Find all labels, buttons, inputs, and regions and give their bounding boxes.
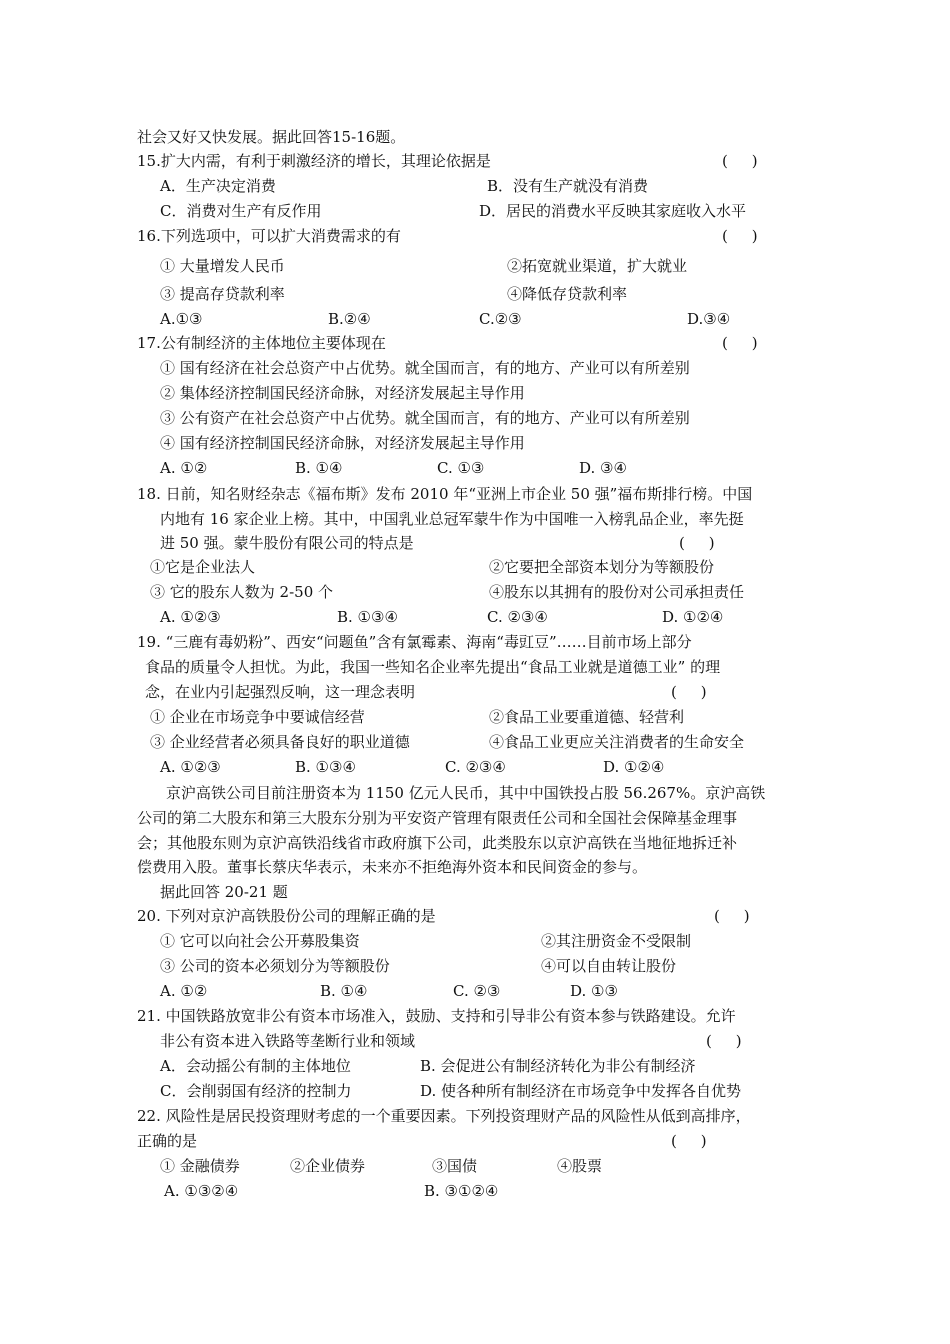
q17-statement-1: ① 国有经济在社会总资产中占优势。就全国而言，有的地方、产业可以有所差别	[160, 359, 690, 377]
q18-statement-2: ②它要把全部资本划分为等额股份	[489, 558, 715, 576]
q22-statement-1: ① 金融债券	[160, 1157, 240, 1175]
q18-option-b[interactable]: B. ①③④	[337, 608, 398, 626]
q18-statement-4: ④股东以其拥有的股份对公司承担责任	[489, 583, 745, 601]
passage-instruction: 据此回答 20-21 题	[160, 883, 288, 901]
q18-answer-bracket[interactable]: ( )	[679, 534, 715, 552]
q20-statement-2: ②其注册资金不受限制	[541, 932, 692, 950]
q15-option-c[interactable]: C．消费对生产有反作用	[160, 202, 322, 220]
q19-option-c[interactable]: C. ②③④	[445, 758, 506, 776]
q21-answer-bracket[interactable]: ( )	[706, 1032, 742, 1050]
q21-option-c[interactable]: C．会削弱国有经济的控制力	[160, 1082, 352, 1100]
q21-stem-line-2: 非公有资本进入铁路等垄断行业和领域	[160, 1032, 416, 1050]
q16-option-b[interactable]: B.②④	[328, 310, 371, 328]
q20-option-a[interactable]: A. ①②	[160, 982, 208, 1000]
q20-option-d[interactable]: D. ①③	[570, 982, 618, 1000]
q18-option-d[interactable]: D. ①②④	[662, 608, 724, 626]
q17-statement-2: ② 集体经济控制国民经济命脉，对经济发展起主导作用	[160, 384, 525, 402]
q20-answer-bracket[interactable]: ( )	[714, 907, 750, 925]
q20-statement-1: ① 它可以向社会公开募股集资	[160, 932, 360, 950]
q15-stem: 15.扩大内需，有利于刺激经济的增长，其理论依据是	[137, 152, 491, 170]
q19-stem-line-3: 念，在业内引起强烈反响，这一理念表明	[145, 683, 416, 701]
q16-stem: 16.下列选项中，可以扩大消费需求的有	[137, 227, 401, 245]
q19-statement-4: ④食品工业更应关注消费者的生命安全	[489, 733, 745, 751]
q19-statement-1: ① 企业在市场竞争中要诚信经营	[150, 708, 365, 726]
q18-statement-3: ③ 它的股东人数为 2-50 个	[150, 583, 334, 601]
q21-option-b[interactable]: B. 会促进公有制经济转化为非公有制经济	[420, 1057, 696, 1075]
q19-statement-3: ③ 企业经营者必须具备良好的职业道德	[150, 733, 410, 751]
q17-statement-3: ③ 公有资产在社会总资产中占优势。就全国而言，有的地方、产业可以有所差别	[160, 409, 690, 427]
q20-statement-3: ③ 公司的资本必须划分为等额股份	[160, 957, 390, 975]
q17-option-c[interactable]: C. ①③	[437, 459, 485, 477]
q19-answer-bracket[interactable]: ( )	[671, 683, 707, 701]
passage-line-3: 会；其他股东则为京沪高铁沿线省市政府旗下公司，此类股东以京沪高铁在当地征地拆迁补	[137, 834, 738, 852]
q18-option-c[interactable]: C. ②③④	[487, 608, 548, 626]
q18-statement-1: ①它是企业法人	[150, 558, 256, 576]
q22-statement-3: ③国债	[432, 1157, 478, 1175]
q22-statement-4: ④股票	[557, 1157, 603, 1175]
q16-answer-bracket[interactable]: ( )	[722, 227, 758, 245]
q18-stem-line-2: 内地有 16 家企业上榜。其中，中国乳业总冠军蒙牛作为中国唯一入榜乳品企业，率先挺	[160, 510, 744, 528]
q17-option-a[interactable]: A. ①②	[160, 459, 208, 477]
q16-statement-3: ③ 提高存贷款利率	[160, 285, 285, 303]
q18-stem-line-1: 18. 日前，知名财经杂志《福布斯》发布 2010 年“亚洲上市企业 50 强”福布斯排行榜。中国	[137, 485, 753, 503]
q15-option-d[interactable]: D．居民的消费水平反映其家庭收入水平	[479, 202, 747, 220]
q15-option-b[interactable]: B．没有生产就没有消费	[487, 177, 649, 195]
q15-option-a[interactable]: A．生产决定消费	[160, 177, 276, 195]
q21-stem-line-1: 21. 中国铁路放宽非公有资本市场准入，鼓励、支持和引导非公有资本参与铁路建设。允许	[137, 1007, 736, 1025]
q16-statement-4: ④降低存贷款利率	[507, 285, 628, 303]
q17-statement-4: ④ 国有经济控制国民经济命脉，对经济发展起主导作用	[160, 434, 525, 452]
q22-option-b[interactable]: B. ③①②④	[424, 1182, 499, 1200]
q16-option-a[interactable]: A.①③	[160, 310, 203, 328]
q17-option-b[interactable]: B. ①④	[295, 459, 343, 477]
q20-statement-4: ④可以自由转让股份	[541, 957, 677, 975]
q21-option-a[interactable]: A．会动摇公有制的主体地位	[160, 1057, 351, 1075]
q20-stem: 20. 下列对京沪高铁股份公司的理解正确的是	[137, 907, 436, 925]
q22-stem-line-2: 正确的是	[137, 1132, 198, 1150]
q22-statement-2: ②企业债券	[290, 1157, 366, 1175]
q19-statement-2: ②食品工业要重道德、轻营利	[489, 708, 685, 726]
q22-option-a[interactable]: A. ①③②④	[164, 1182, 239, 1200]
q19-option-b[interactable]: B. ①③④	[295, 758, 356, 776]
q18-option-a[interactable]: A. ①②③	[160, 608, 221, 626]
q22-answer-bracket[interactable]: ( )	[671, 1132, 707, 1150]
q21-option-d[interactable]: D. 使各种所有制经济在市场竞争中发挥各自优势	[420, 1082, 742, 1100]
q16-statement-1: ① 大量增发人民币	[160, 257, 285, 275]
intro-tail: 社会又好又快发展。据此回答15-16题。	[137, 128, 406, 146]
q22-stem-line-1: 22. 风险性是居民投资理财考虑的一个重要因素。下列投资理财产品的风险性从低到高排序，	[137, 1107, 751, 1125]
q16-option-d[interactable]: D.③④	[687, 310, 731, 328]
q17-answer-bracket[interactable]: ( )	[722, 334, 758, 352]
q20-option-b[interactable]: B. ①④	[320, 982, 368, 1000]
q17-stem: 17.公有制经济的主体地位主要体现在	[137, 334, 386, 352]
q19-option-a[interactable]: A. ①②③	[160, 758, 221, 776]
q16-option-c[interactable]: C.②③	[479, 310, 522, 328]
passage-line-2: 公司的第二大股东和第三大股东分别为平安资产管理有限责任公司和全国社会保障基金理事	[137, 809, 738, 827]
passage-line-4: 偿费用入股。董事长蔡庆华表示，未来亦不拒绝海外资本和民间资金的参与。	[137, 858, 648, 876]
passage-line-1: 京沪高铁公司目前注册资本为 1150 亿元人民币，其中中国铁投占股 56.267%。京沪高铁	[166, 784, 766, 802]
q17-option-d[interactable]: D. ③④	[579, 459, 627, 477]
q15-answer-bracket[interactable]: ( )	[722, 152, 758, 170]
q19-stem-line-2: 食品的质量令人担忧。为此，我国一些知名企业率先提出“食品工业就是道德工业” 的理	[145, 658, 721, 676]
q18-stem-line-3: 进 50 强。蒙牛股份有限公司的特点是	[160, 534, 414, 552]
q16-statement-2: ②拓宽就业渠道，扩大就业	[507, 257, 688, 275]
q19-stem-line-1: 19. “三鹿有毒奶粉”、西安“问题鱼”含有氯霉素、海南“毒豇豆”……目前市场上部分	[137, 633, 692, 651]
q20-option-c[interactable]: C. ②③	[453, 982, 501, 1000]
q19-option-d[interactable]: D. ①②④	[603, 758, 665, 776]
